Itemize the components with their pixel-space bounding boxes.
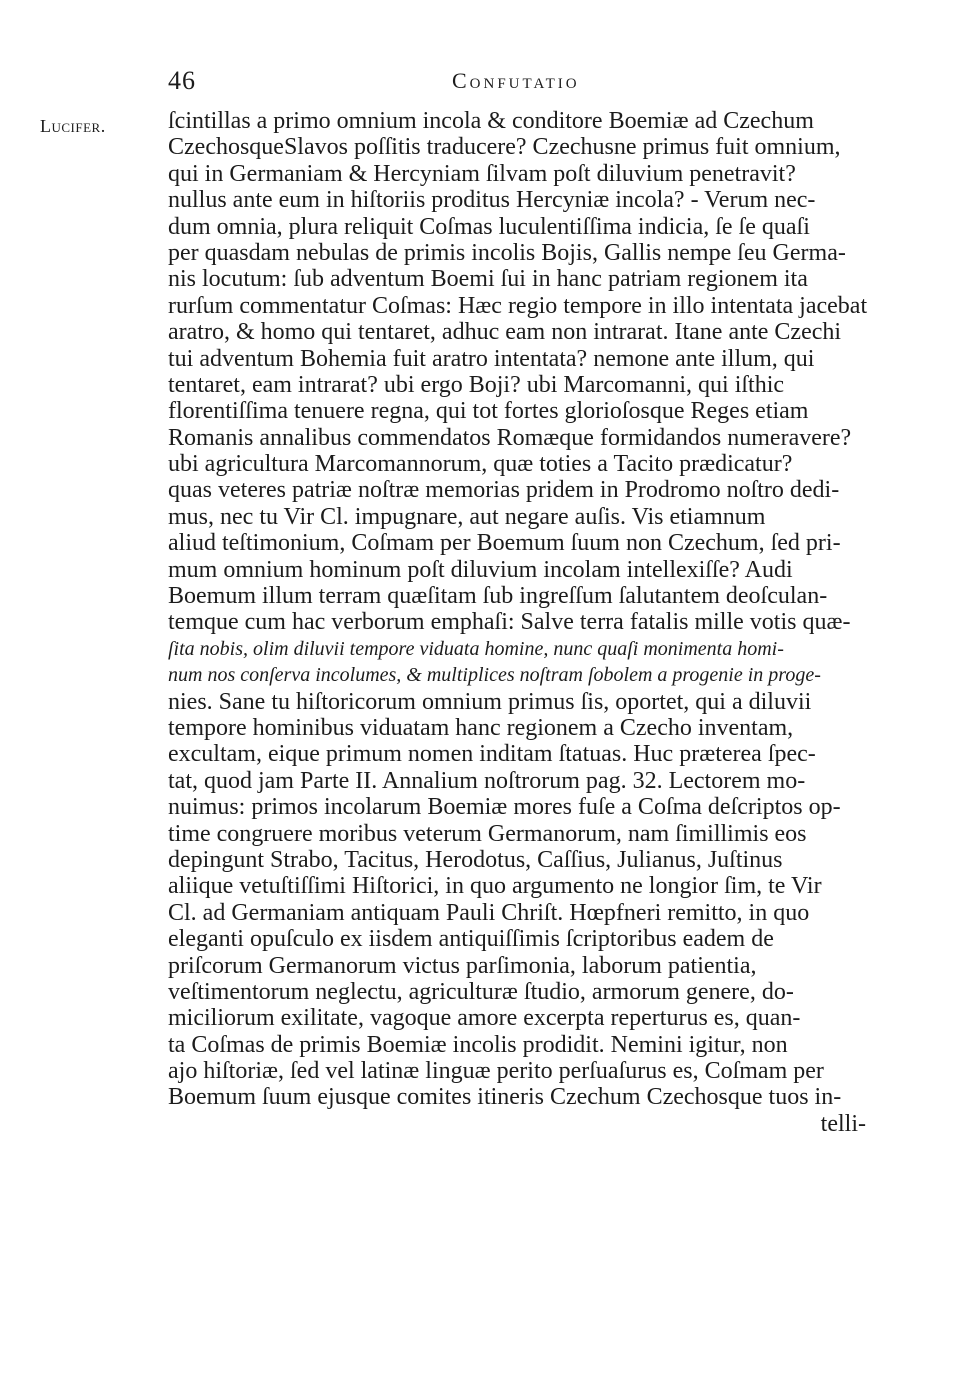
text-line: florentiſſima tenuere regna, qui tot fortes glorioſosque Reges etiam: [168, 398, 809, 425]
text-line: time congruere moribus veterum Germanorum, nam ſimillimis eos: [168, 820, 807, 847]
text-line: ta Coſmas de primis Boemiæ incolis prodidit. Nemini igitur, non: [168, 1031, 788, 1058]
text-line: num nos conſerva incolumes, & multiplices noſtram ſobolem a progenie in proge-: [168, 664, 821, 687]
text-line: CzechosqueSlavos poſſitis traducere? Czechusne primus fuit omnium,: [168, 134, 841, 161]
text-line: qui in Germaniam & Hercyniam ſilvam poſt diluvium penetravit?: [168, 160, 796, 187]
text-line: priſcorum Germanorum victus parſimonia, laborum patientia,: [168, 952, 757, 979]
text-line: quas veteres patriæ noſtræ memorias pridem in Prodromo noſtro dedi-: [168, 477, 840, 504]
text-line: ubi agricultura Marcomannorum, quæ toties a Tacito prædicatur?: [168, 451, 793, 478]
text-line: tempore hominibus viduatam hanc regionem a Czecho inventam,: [168, 714, 794, 741]
text-line: miciliorum exilitate, vagoque amore excerpta reperturus es, quan-: [168, 1005, 801, 1032]
text-line: Romanis annalibus commendatos Romæque formidandos numeravere?: [168, 424, 852, 451]
text-line: aliud teſtimonium, Coſmam per Boemum ſuum non Czechum, ſed pri-: [168, 530, 841, 557]
text-line: mum omnium hominum poſt diluvium incolam intellexiſſe? Audi: [168, 556, 793, 583]
text-line: depingunt Strabo, Tacitus, Herodotus, Caſſius, Julianus, Juſtinus: [168, 846, 783, 873]
text-line: tentaret, eam intrarat? ubi ergo Boji? ubi Marcomanni, qui iſthic: [168, 371, 785, 398]
page-number: 46: [168, 66, 196, 95]
text-line: Cl. ad Germaniam antiquam Pauli Chriſt. Hœpfneri remitto, in quo: [168, 899, 810, 926]
text-line: aratro, & homo qui tentaret, adhuc eam non intrarat. Itane ante Czechi: [168, 319, 842, 346]
text-line: tui adventum Bohemia fuit aratro intentata? nemone ante illum, qui: [168, 345, 815, 372]
text-line: eleganti opuſculo ex iisdem antiquiſſimis ſcriptoribus eadem de: [168, 926, 774, 953]
text-line: excultam, eique primum nomen inditam ſtatuas. Huc præterea ſpec-: [168, 741, 816, 768]
catchword: telli-: [820, 1110, 866, 1137]
text-line: Boemum ſuum ejusque comites itineris Czechum Czechosque tuos in-: [168, 1084, 842, 1111]
running-head: Confutatio: [452, 68, 580, 93]
text-line: nuimus: primos incolarum Boemiæ mores fuſe a Coſma deſcriptos op-: [168, 794, 841, 821]
margin-note: Lucifer.: [40, 116, 106, 136]
text-line: ajo hiſtoriæ, ſed vel latinæ linguæ perito perſuaſurus es, Coſmam per: [168, 1058, 824, 1085]
text-line: temque cum hac verborum emphaſi: Salve terra fatalis mille votis quæ-: [168, 609, 851, 636]
body-text: [168, 108, 894, 1137]
text-line: dum omnia, plura reliquit Coſmas luculentiſſima indicia, ſe ſe quaſi: [168, 213, 810, 240]
text-line: tat, quod jam Parte II. Annalium noſtrorum pag. 32. Lectorem mo-: [168, 767, 806, 794]
text-line: nis locutum: ſub adventum Boemi ſui in hanc patriam regionem ita: [168, 266, 808, 293]
text-line: per quasdam nebulas de primis incolis Bojis, Gallis nempe ſeu Germa-: [168, 239, 846, 266]
text-line: mus, nec tu Vir Cl. impugnare, aut negare auſis. Vis etiamnum: [168, 503, 766, 530]
text-line: ſcintillas a primo omnium incola & conditore Boemiæ ad Czechum: [168, 108, 814, 134]
text-line: nullus ante eum in hiſtoriis proditus Hercyniæ incola? - Verum nec-: [168, 187, 816, 214]
text-line: ſita nobis, olim diluvii tempore viduata homine, nunc quaſi monimenta homi-: [168, 637, 784, 660]
text-line: veſtimentorum neglectu, agriculturæ ſtudio, armorum genere, do-: [168, 978, 794, 1005]
text-line: rurſum commentatur Coſmas: Hæc regio tempore in illo intentata jacebat: [168, 292, 868, 319]
text-line: Boemum illum terram quæſitam ſub ingreſſum ſalutantem deoſculan-: [168, 583, 828, 610]
text-line: aliique vetuſtiſſimi Hiſtorici, in quo argumento ne longior ſim, te Vir: [168, 873, 822, 900]
text-line: nies. Sane tu hiſtoricorum omnium primus ſis, oportet, qui a diluvii: [168, 688, 812, 715]
